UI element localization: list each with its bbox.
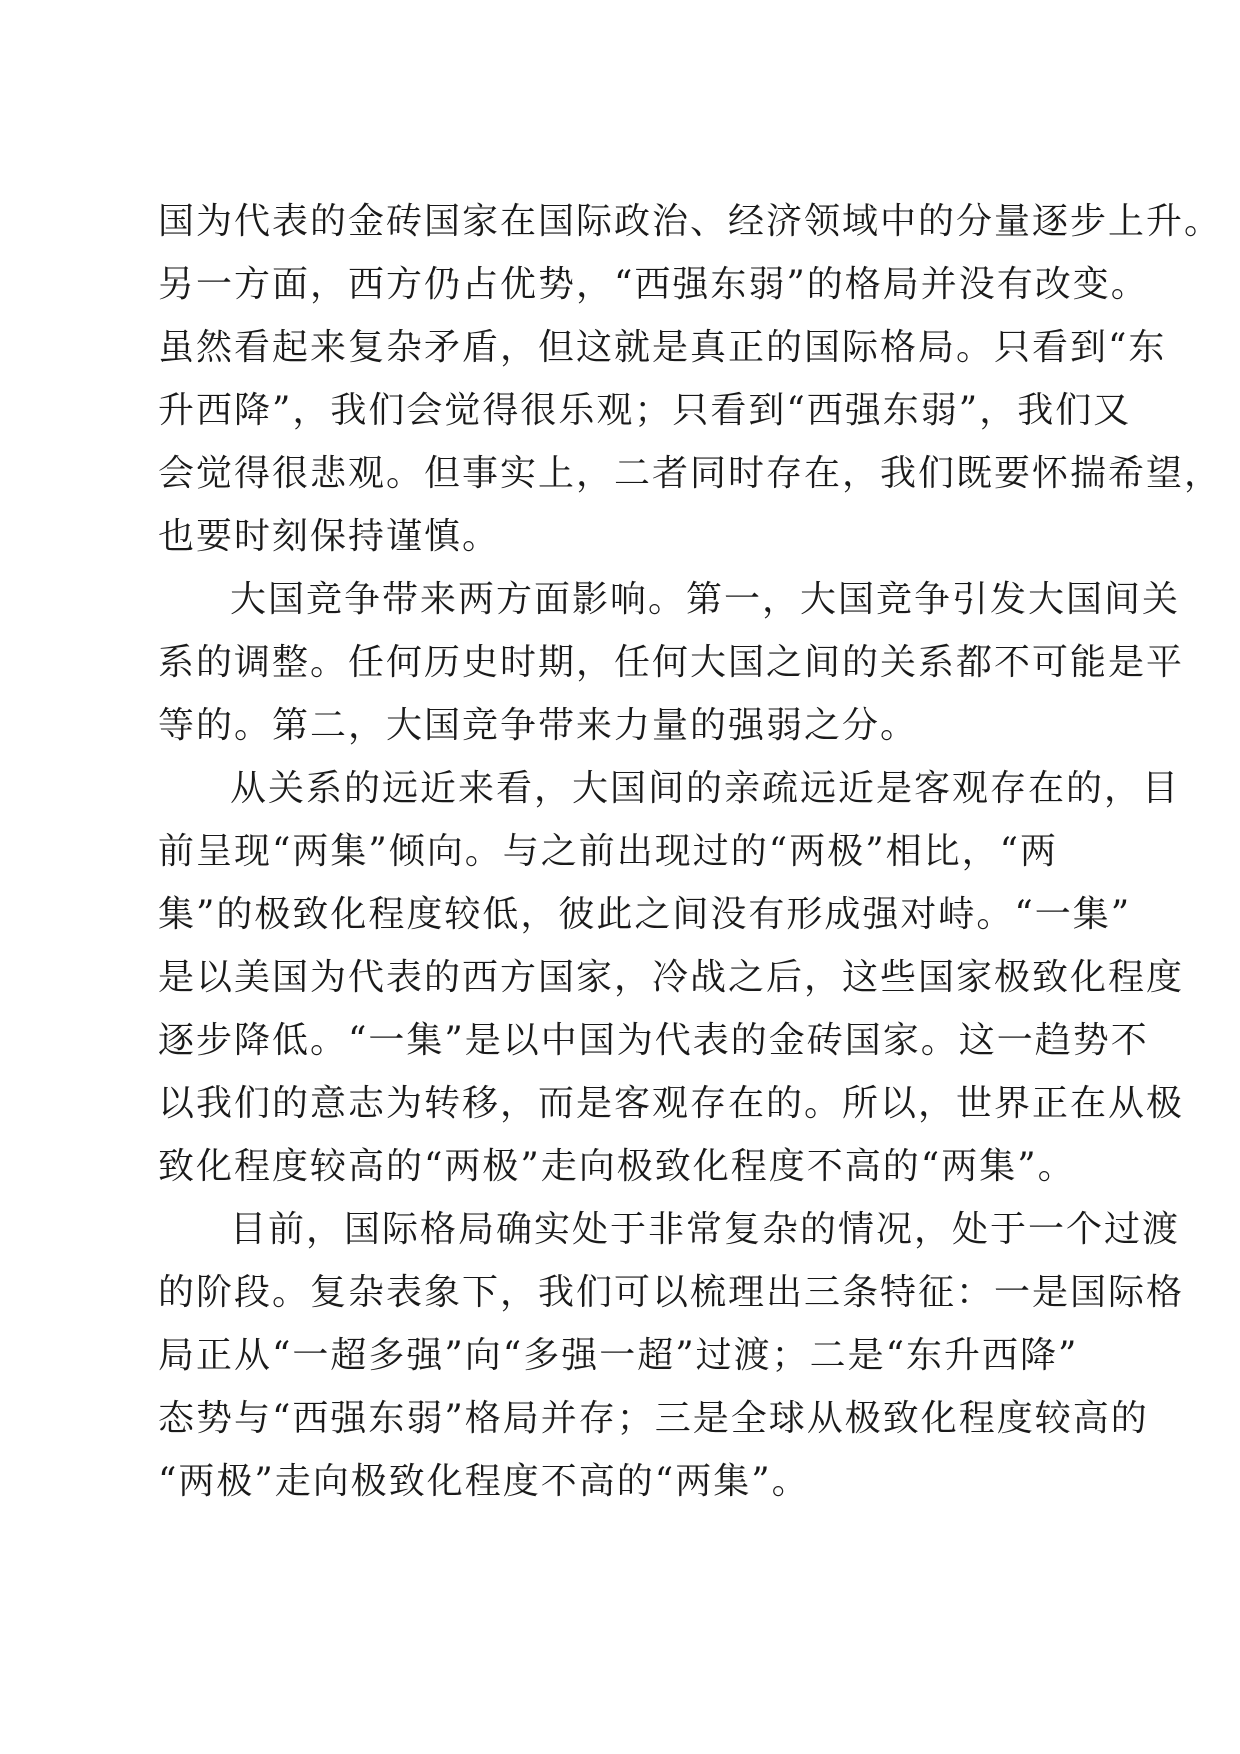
text-line: 系的调整。任何历史时期，任何大国之间的关系都不可能是平 bbox=[158, 642, 1185, 683]
text-line: 等的。第二，大国竞争带来力量的强弱之分。 bbox=[158, 705, 919, 746]
paragraph-2 bbox=[158, 568, 1185, 757]
text-line: 态势与“西强东弱”格局并存；三是全球从极致化程度较高的 bbox=[158, 1398, 1149, 1439]
text-line: 局正从“一超多强”向“多强一超”过渡；二是“东升西降” bbox=[158, 1335, 1079, 1376]
text-line: 另一方面，西方仍占优势，“西强东弱”的格局并没有改变。 bbox=[158, 264, 1149, 305]
paragraph-1 bbox=[158, 190, 1223, 568]
text-line: 虽然看起来复杂矛盾，但这就是真正的国际格局。只看到“东 bbox=[158, 327, 1167, 368]
text-line: 升西降”，我们会觉得很乐观；只看到“西强东弱”，我们又 bbox=[158, 390, 1132, 431]
text-line: 是以美国为代表的西方国家，冷战之后，这些国家极致化程度 bbox=[158, 957, 1185, 998]
text-line: 的阶段。复杂表象下，我们可以梳理出三条特征：一是国际格 bbox=[158, 1272, 1185, 1313]
text-line: 致化程度较高的“两极”走向极致化程度不高的“两集”。 bbox=[158, 1146, 1076, 1187]
text-line: 前呈现“两集”倾向。与之前出现过的“两极”相比，“两 bbox=[158, 831, 1059, 872]
text-line: 目前，国际格局确实处于非常复杂的情况，处于一个过渡 bbox=[230, 1209, 1181, 1250]
text-line: 逐步降低。“一集”是以中国为代表的金砖国家。这一趋势不 bbox=[158, 1020, 1149, 1061]
text-line: 集”的极致化程度较低，彼此之间没有形成强对峙。“一集” bbox=[158, 894, 1132, 935]
text-line: 大国竞争带来两方面影响。第一，大国竞争引发大国间关 bbox=[230, 579, 1181, 620]
text-line: 国为代表的金砖国家在国际政治、经济领域中的分量逐步上升。 bbox=[158, 201, 1223, 242]
body-text bbox=[158, 190, 1223, 1513]
text-line: 会觉得很悲观。但事实上，二者同时存在，我们既要怀揣希望， bbox=[158, 453, 1223, 494]
text-line: 也要时刻保持谨慎。 bbox=[158, 516, 501, 557]
text-line: 从关系的远近来看，大国间的亲疏远近是客观存在的，目 bbox=[230, 768, 1181, 809]
text-line: 以我们的意志为转移，而是客观存在的。所以，世界正在从极 bbox=[158, 1083, 1185, 1124]
text-line: “两极”走向极致化程度不高的“两集”。 bbox=[158, 1461, 810, 1502]
paragraph-4 bbox=[158, 1198, 1185, 1513]
paragraph-3 bbox=[158, 757, 1185, 1198]
